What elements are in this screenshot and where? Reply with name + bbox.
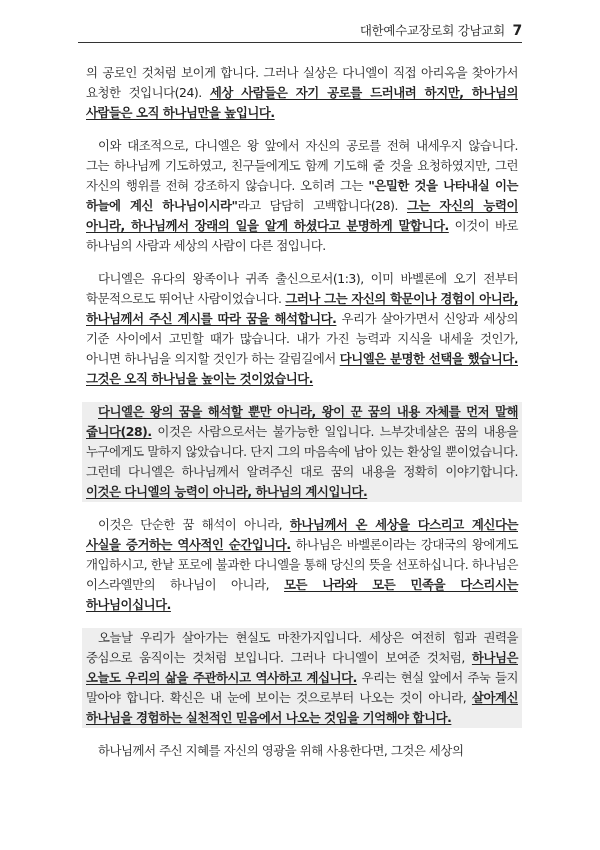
paragraph-6: 오늘날 우리가 살아가는 현실도 마찬가지입니다. 세상은 여전히 힘과 권력을 중심으로 움직이는 것처럼 보입니다. 그러나 다니엘이 보여준 것처럼, 하나님은 오늘도 우리의 삶을 주관하시고 역사하고 계십니다. 우리는 현실 앞에서 주눅 들지 말아야 합니다. 확신은 내 눈에 보이는 것으로부터 나오는 것이 아니라, 살아계신 하나님을 경험하는 실천적인 믿음에서 나오는 것임을 기억해야 합니다. <box>82 628 522 728</box>
page-header <box>360 21 522 39</box>
emphasis: 하나님께서 온 세상을 다스리고 계신다는 사실을 증거하는 역사적인 순간입니다. <box>86 517 518 552</box>
emphasis: 그러나 그는 자신의 학문이나 경험이 아니라, 하나님께서 주신 계시를 따라 꿈을 해석합니다. <box>86 291 518 326</box>
paragraph-7: 하나님께서 주신 지혜를 자신의 영광을 위해 사용한다면, 그것은 세상의 <box>98 743 464 758</box>
paragraph-5: 이것은 단순한 꿈 해석이 아니라, 하나님께서 온 세상을 다스리고 계신다는 사실을 증거하는 역사적인 순간입니다. 하나님은 바벨론이라는 강대국의 왕에게도 개입하시고, 한낱 포로에 불과한 다니엘을 통해 당신의 뜻을 선포하십니다. 하나님은 이스라엘만의 하나님이 아니라, 모든 나라와 모든 민족을 다스리시는 하나님이십니다. <box>86 517 518 612</box>
paragraph-2: 이와 대조적으로, 다니엘은 왕 앞에서 자신의 공로를 전혀 내세우지 않습니다. 그는 하나님께 기도하였고, 친구들에게도 함께 기도해 줄 것을 요청하였지만, 그런 자신의 행위를 전혀 강조하지 않습니다. 오히려 그는 "은밀한 것을 나타내실 이는 하늘에 계신 하나님이시라"라고 담담히 고백합니다(28). 그는 자신의 능력이 아니라, 하나님께서 장래의 일을 알게 하셨다고 분명하게 말합니다. 이것이 바로 하나님의 사람과 세상의 사람이 다른 점입니다. <box>86 138 518 253</box>
sermon-body <box>82 63 522 761</box>
paragraph-3: 다니엘은 유다의 왕족이나 귀족 출신으로서(1:3), 이미 바벨론에 오기 전부터 학문적으로도 뛰어난 사람이었습니다. 그러나 그는 자신의 학문이나 경험이 아니라, 하나님께서 주신 계시를 따라 꿈을 해석합니다. 우리가 살아가면서 신앙과 세상의 기준 사이에서 고민할 때가 많습니다. 내가 가진 능력과 지식을 내세울 것인가, 아니면 하나님을 의지할 것인가 하는 갈림길에서 다니엘은 분명한 선택을 했습니다. 그것은 오직 하나님을 높이는 것이었습니다. <box>86 271 518 386</box>
emphasis: 세상 사람들은 자기 공로를 드러내려 하지만, 하나님의 사람들은 오직 하나님만을 높입니다. <box>86 85 518 120</box>
emphasis: 살아계신 하나님을 경험하는 실천적인 믿음에서 나오는 것임을 기억해야 합니다. <box>86 690 518 725</box>
church-name: 대한예수교장로회 강남교회 <box>359 23 505 38</box>
quote: "은밀한 것을 나타내실 이는 하늘에 계신 하나님이시라" <box>86 178 518 213</box>
emphasis: 하나님은 오늘도 우리의 삶을 주관하시고 역사하고 계십니다. <box>86 650 518 685</box>
emphasis: 이것은 다니엘의 능력이 아니라, 하나님의 계시입니다. <box>86 484 368 499</box>
emphasis: 그는 자신의 능력이 아니라, 하나님께서 장래의 일을 알게 하셨다고 분명하게 말합니다. <box>86 198 518 233</box>
paragraph-4: 다니엘은 왕의 꿈을 해석할 뿐만 아니라, 왕이 꾼 꿈의 내용 자체를 먼저 말해 줍니다(28). 이것은 사람으로서는 불가능한 일입니다. 느부갓네살은 꿈의 내용을 누구에게도 말하지 않았습니다. 단지 그의 마음속에 남아 있는 환상일 뿐이었습니다. 그런데 다니엘은 하나님께서 알려주신 대로 꿈의 내용을 정확히 이야기합니다. 이것은 다니엘의 능력이 아니라, 하나님의 계시입니다. <box>82 402 522 502</box>
emphasis: 다니엘은 분명한 선택을 했습니다. 그것은 오직 하나님을 높이는 것이었습니다. <box>86 351 518 386</box>
page-number: 7 <box>512 23 522 39</box>
paragraph-1: 의 공로인 것처럼 보이게 합니다. 그러나 실상은 다니엘이 직접 아리옥을 찾아가서 요청한 것입니다(24). 세상 사람들은 자기 공로를 드러내려 하지만, 하나님의 사람들은 오직 하나님만을 높입니다. <box>86 65 518 120</box>
header-divider <box>78 42 522 43</box>
emphasis: 다니엘은 왕의 꿈을 해석할 뿐만 아니라, 왕이 꾼 꿈의 내용 자체를 먼저 말해 줍니다(28). <box>86 404 518 439</box>
emphasis: 모든 나라와 모든 민족을 다스리시는 하나님이십니다. <box>86 577 518 612</box>
